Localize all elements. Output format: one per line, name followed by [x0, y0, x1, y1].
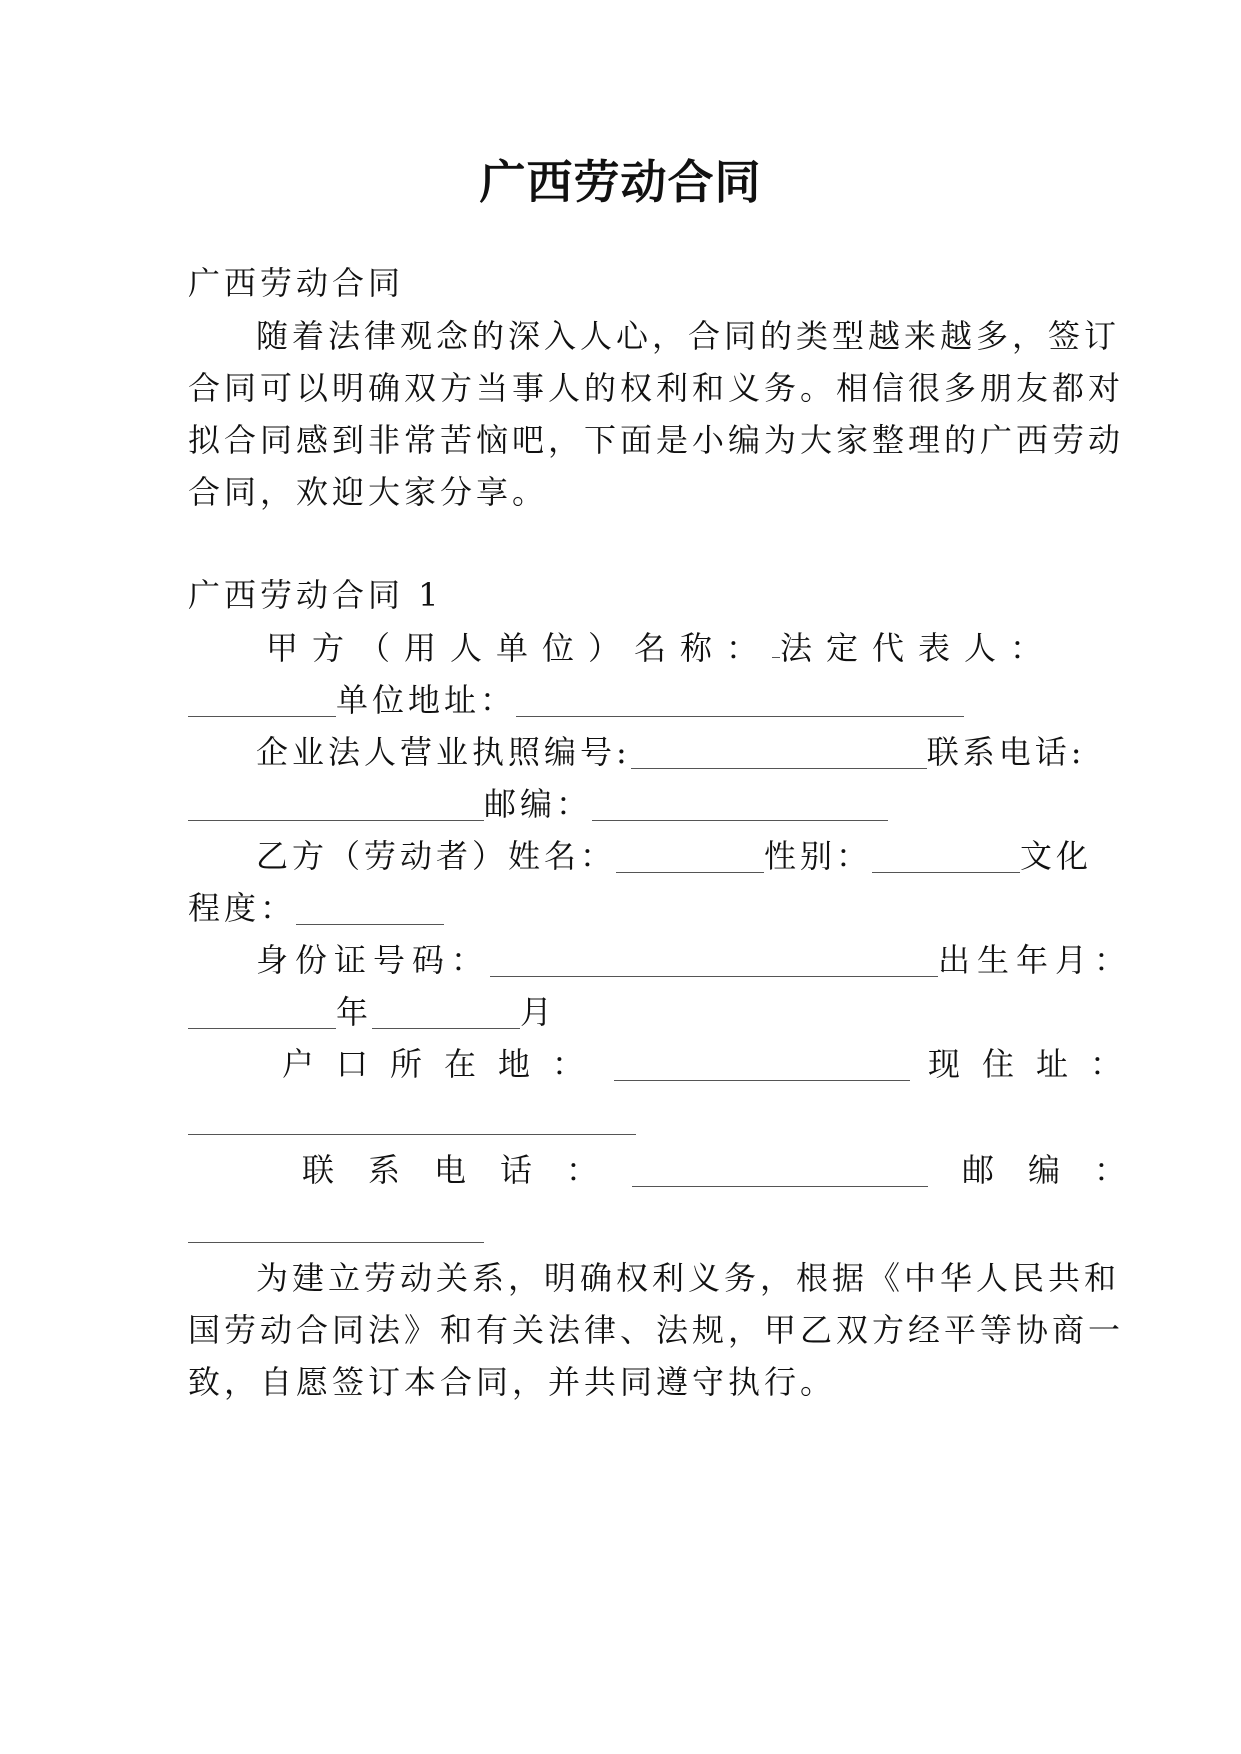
party-b-residence-field[interactable] [188, 1100, 636, 1135]
party-a-license-field[interactable] [631, 734, 927, 769]
party-a-name-field[interactable] [772, 623, 780, 658]
party-a-postcode-label: 邮编： [484, 785, 593, 823]
party-a-license-label: 企业法人营业执照编号: [256, 733, 631, 771]
intro-line-3: 拟合同感到非常苦恼吧，下面是小编为大家整理的广西劳动 [188, 421, 1125, 459]
party-a-phone-label: 联系电话: [926, 733, 1086, 771]
section-heading: 广西劳动合同 1 [188, 576, 443, 614]
party-a-row-2 [188, 675, 1056, 725]
party-b-row-4 [188, 987, 1056, 1037]
party-a-row-4 [188, 779, 1056, 829]
party-b-id-label: 身份证号码： [256, 941, 491, 979]
party-b-postcode-label: 邮编： [962, 1151, 1161, 1189]
party-b-hukou-label: 户口所在地： [282, 1045, 607, 1083]
party-a-rep-label: 法定代表人： [779, 629, 1056, 667]
party-b-month-label: 月 [520, 993, 557, 1031]
party-b-row-3 [256, 935, 1134, 985]
party-b-edu-label-1: 文化 [1020, 837, 1093, 875]
party-a-name-label: 甲方（用人单位）名称： [266, 629, 773, 667]
party-b-birth-month-field[interactable] [372, 994, 520, 1029]
intro-line-1: 随着法律观念的深入人心，合同的类型越来越多，签订 [256, 317, 1121, 355]
closing-line-2: 国劳动合同法》和有关法律、法规，甲乙双方经平等协商一 [188, 1311, 1125, 1349]
party-b-name-label: 乙方（劳动者）姓名： [256, 837, 617, 875]
party-b-row-7 [302, 1145, 1161, 1195]
party-b-gender-label: 性别： [764, 837, 873, 875]
party-b-year-label: 年 [336, 993, 373, 1031]
party-b-phone-field[interactable] [632, 1152, 928, 1187]
party-a-row-3 [256, 727, 1086, 777]
party-a-rep-field[interactable] [188, 682, 336, 717]
party-a-postcode-field[interactable] [592, 786, 888, 821]
party-b-row-2 [188, 883, 1056, 933]
party-b-gender-field[interactable] [872, 838, 1020, 873]
intro-line-2: 合同可以明确双方当事人的权利和义务。相信很多朋友都对 [188, 369, 1125, 407]
party-b-row-6 [188, 1093, 1056, 1143]
party-b-hukou-field[interactable] [614, 1046, 910, 1081]
party-b-residence-label: 现住址： [928, 1045, 1145, 1083]
party-b-birth-year-field[interactable] [188, 994, 336, 1029]
party-a-phone-field[interactable] [188, 786, 484, 821]
party-a-row-1 [266, 623, 1056, 673]
party-b-edu-label-2: 程度： [188, 889, 297, 927]
closing-line-1: 为建立劳动关系，明确权利义务，根据《中华人民共和 [256, 1259, 1121, 1297]
intro-line-4: 合同，欢迎大家分享。 [188, 473, 549, 511]
party-a-address-label: 单位地址： [336, 681, 517, 719]
closing-line-3: 致，自愿签订本合同，并共同遵守执行。 [188, 1363, 837, 1401]
party-b-row-1 [256, 831, 1093, 881]
subtitle: 广西劳动合同 [188, 264, 405, 302]
party-b-phone-label: 联系电话： [302, 1151, 633, 1189]
party-b-name-field[interactable] [616, 838, 764, 873]
party-b-birth-label: 出生年月： [938, 941, 1134, 979]
party-b-id-field[interactable] [490, 942, 938, 977]
party-b-row-5 [282, 1039, 1145, 1089]
party-b-postcode-field[interactable] [188, 1208, 484, 1243]
document-title: 广西劳动合同 [479, 155, 762, 209]
party-b-edu-field[interactable] [296, 890, 444, 925]
party-b-row-8 [188, 1201, 1056, 1251]
party-a-address-field[interactable] [516, 682, 964, 717]
